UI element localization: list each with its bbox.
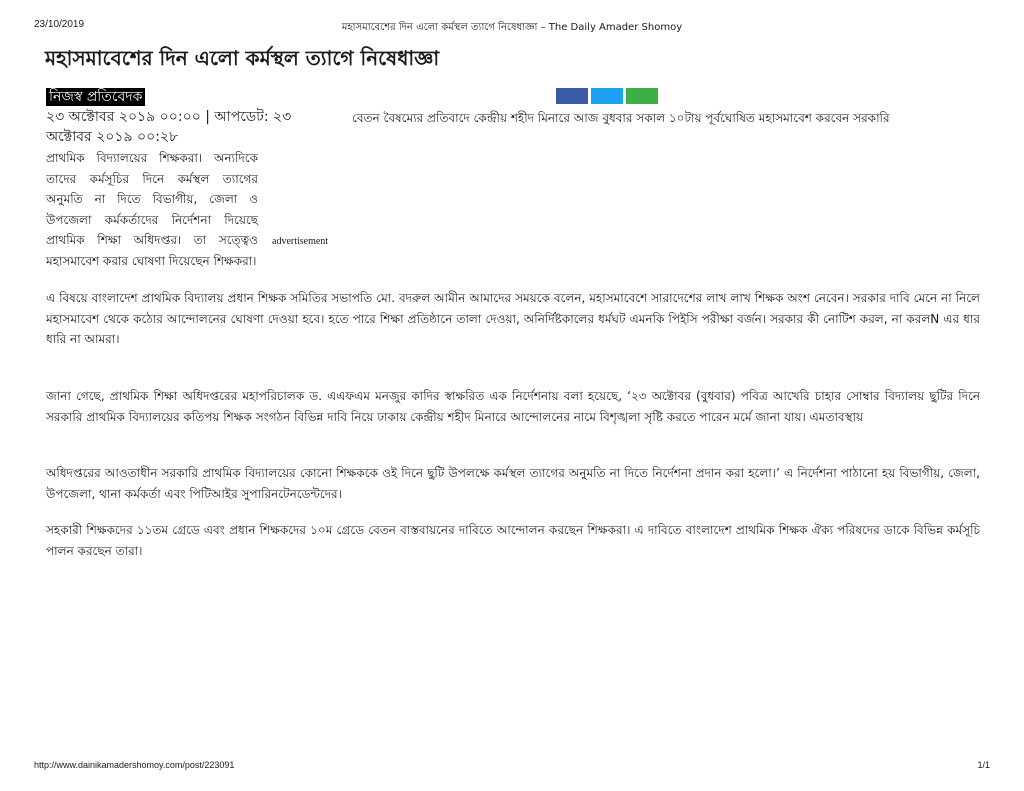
print-date: 23/10/2019 xyxy=(34,19,85,30)
article-lead: বেতন বৈষম্যের প্রতিবাদে কেন্দ্রীয় শহীদ মিনারে আজ বুধবার সকাল ১০টায় পূর্বঘোষিত মহাসমাবেশ করবেন সরকারি xyxy=(352,111,890,125)
twitter-share-button[interactable] xyxy=(591,88,623,104)
share-button[interactable] xyxy=(626,88,658,104)
article-paragraph: সহকারী শিক্ষকদের ১১তম গ্রেডে এবং প্রধান শিক্ষকদের ১০ম গ্রেডে বেতন বাস্তবায়নের দাবিতে আন্দোলন করছেন শিক্ষকরা। এ দাবিতে বাংলাদেশ প্রাথমিক শিক্ষক ঐক্য পরিষদের ডাকে বিভিন্ন কর্মসূচি পালন করছেন তারা। xyxy=(46,523,980,558)
advertisement-label: advertisement xyxy=(272,236,329,247)
print-page-title: মহাসমাবেশের দিন এলো কর্মস্থল ত্যাগে নিষেধাজ্ঞা – The Daily Amader Shomoy xyxy=(341,22,683,33)
article-paragraph: জানা গেছে, প্রাথমিক শিক্ষা অধিদপ্তরের মহাপরিচালক ড. এএফএম মনজুর কাদির স্বাক্ষরিত এক নির্দেশনায় বলা হয়েছে, ‘২৩ অক্টোবর (বুধবার) পবিত্র আখেরি চাহার সোম্বার বিদ্যালয় ছুটির দিনে সরকারি প্রাথমিক বিদ্যালয়ের কতিপয় শিক্ষক সংগঠন বিভিন্ন দাবি নিয়ে ঢাকায় কেন্দ্রীয় শহীদ মিনারে আন্দোলনের নামে বিশৃঙ্খলা সৃষ্টি করতে পারেন মর্মে জানা যায়। এমতাবস্থায় xyxy=(46,389,980,424)
footer-url: http://www.dainikamadershomoy.com/post/223091 xyxy=(34,760,235,770)
author-label: নিজস্ব প্রতিবেদক xyxy=(46,88,145,106)
article-headline: মহাসমাবেশের দিন এলো কর্মস্থল ত্যাগে নিষেধাজ্ঞা xyxy=(45,46,440,70)
article-date-meta: ২৩ অক্টোবর ২০১৯ ০০:০০ | আপডেট: ২৩ অক্টোবর ২০১৯ ০০:২৮ xyxy=(46,109,292,145)
facebook-share-button[interactable] xyxy=(556,88,588,104)
footer-page-number: 1/1 xyxy=(977,760,990,770)
article-column-text: প্রাথমিক বিদ্যালয়ের শিক্ষকরা। অন্যদিকে তাদের কর্মসূচির দিনে কর্মস্থল ত্যাগের অনুমতি না দিতে বিভাগীয়, জেলা ও উপজেলা কর্মকর্তাদের নির্দেশনা দিয়েছে প্রাথমিক শিক্ষা অধিদপ্তর। তা সত্ত্বেও মহাসমাবেশ করার ঘোষণা দিয়েছেন শিক্ষকরা। xyxy=(46,151,258,268)
article-paragraph: এ বিষয়ে বাংলাদেশ প্রাথমিক বিদ্যালয় প্রধান শিক্ষক সমিতির সভাপতি মো. বদরুল আমীন আমাদের সময়কে বলেন, মহাসমাবেশে সারাদেশের লাখ লাখ শিক্ষক অংশ নেবেন। সরকার দাবি মেনে না নিলে মহাসমাবেশ থেকে কঠোর আন্দোলনের ঘোষণা দেওয়া হবে। হতে পারে শিক্ষা প্রতিষ্ঠানে তালা দেওয়া, অনির্দিষ্টকালের ধর্মঘট এমনকি পিইসি পরীক্ষা বর্জন। সরকার কী নোটিশ করল, না করলΝ এর ধার ধারি না আমরা। xyxy=(46,291,980,346)
article-paragraph: অধিদপ্তরের আওতাধীন সরকারি প্রাথমিক বিদ্যালয়ের কোনো শিক্ষককে ওই দিনে ছুটি উপলক্ষে কর্মস্থল ত্যাগের অনুমতি না দিতে নির্দেশনা প্রদান করা হলো।’ এ নির্দেশনা পাঠানো হয় বিভাগীয়, জেলা, উপজেলা, থানা কর্মকর্তা এবং পিটিআইর সুপারিনটেনডেন্টদের। xyxy=(46,466,980,501)
